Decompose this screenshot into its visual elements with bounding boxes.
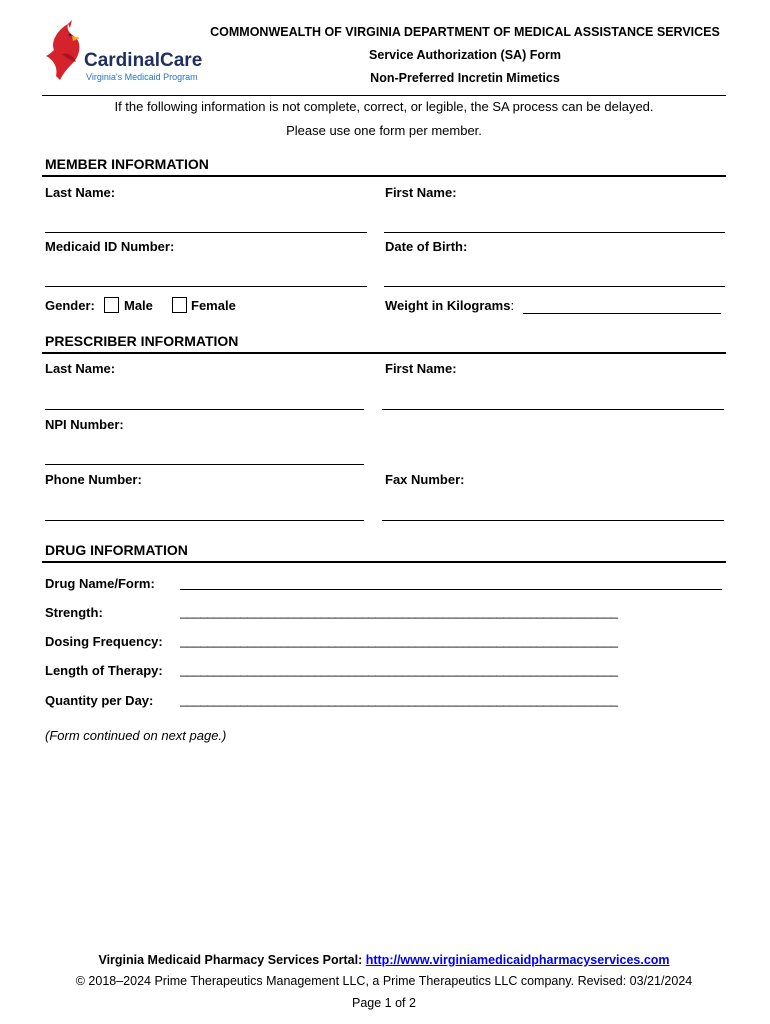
fax-number-field[interactable] (382, 520, 724, 521)
weight-label-text: Weight in Kilograms (385, 298, 511, 313)
form-continued-note: (Form continued on next page.) (45, 728, 227, 743)
phone-number-label: Phone Number: (45, 472, 142, 487)
logo-tagline: Virginia's Medicaid Program (86, 72, 198, 82)
header-agency: COMMONWEALTH OF VIRGINIA DEPARTMENT OF MEDICAL ASSISTANCE SERVICES (210, 25, 720, 39)
dosing-frequency-label: Dosing Frequency: (45, 634, 163, 649)
prescriber-last-name-field[interactable] (45, 409, 364, 410)
drug-name-field[interactable] (180, 589, 722, 590)
member-last-name-field[interactable] (45, 232, 367, 233)
prescriber-first-name-label: First Name: (385, 361, 457, 376)
member-section-title: MEMBER INFORMATION (45, 156, 209, 172)
drug-section-title: DRUG INFORMATION (45, 542, 188, 558)
header-divider (42, 95, 726, 96)
gender-female-checkbox[interactable] (172, 297, 187, 313)
gender-label: Gender: (45, 298, 95, 313)
medicaid-id-field[interactable] (45, 286, 367, 287)
portal-label: Virginia Medicaid Pharmacy Services Portal: (98, 953, 363, 967)
npi-number-field[interactable] (45, 464, 364, 465)
quantity-per-day-label: Quantity per Day: (45, 693, 154, 708)
member-first-name-label: First Name: (385, 185, 457, 200)
prescriber-last-name-label: Last Name: (45, 361, 116, 376)
weight-field[interactable] (523, 313, 721, 314)
page-number: Page 1 of 2 (352, 996, 416, 1010)
notice-line-2: Please use one form per member. (286, 123, 482, 138)
gender-male-checkbox[interactable] (104, 297, 119, 313)
prescriber-first-name-field[interactable] (382, 409, 724, 410)
date-of-birth-label: Date of Birth: (385, 239, 468, 254)
member-section-divider (42, 175, 726, 177)
dosing-frequency-field[interactable]: _________________________________________________________________ (180, 633, 618, 648)
notice-line-1: If the following information is not complete, correct, or legible, the SA process can be delayed. (114, 99, 654, 114)
quantity-per-day-field[interactable]: _________________________________________________________________ (180, 692, 618, 707)
fax-number-label: Fax Number: (385, 472, 465, 487)
gender-female-label: Female (191, 298, 236, 313)
prescriber-section-divider (42, 352, 726, 354)
header-form-subtitle: Non-Preferred Incretin Mimetics (370, 71, 560, 85)
weight-label-colon: : (510, 298, 515, 313)
member-last-name-label: Last Name: (45, 185, 116, 200)
weight-label (385, 298, 514, 313)
length-of-therapy-label: Length of Therapy: (45, 663, 163, 678)
length-of-therapy-field[interactable]: _________________________________________________________________ (180, 662, 618, 677)
header-form-title: Service Authorization (SA) Form (369, 48, 561, 62)
member-first-name-field[interactable] (384, 232, 725, 233)
footer-portal (42, 953, 726, 967)
footer-copyright: © 2018–2024 Prime Therapeutics Management LLC, a Prime Therapeutics LLC company. Revised: 03/21/2024 (75, 974, 693, 988)
npi-number-label: NPI Number: (45, 417, 124, 432)
prescriber-section-title: PRESCRIBER INFORMATION (45, 333, 239, 349)
gender-male-label: Male (124, 298, 153, 313)
strength-field[interactable]: _________________________________________________________________ (180, 604, 618, 619)
logo-brand-text: CardinalCare (84, 50, 203, 71)
drug-section-divider (42, 561, 726, 563)
portal-link[interactable]: http://www.virginiamedicaidpharmacyservices.com (365, 953, 670, 967)
strength-label: Strength: (45, 605, 103, 620)
medicaid-id-label: Medicaid ID Number: (45, 239, 175, 254)
date-of-birth-field[interactable] (384, 286, 725, 287)
drug-name-label: Drug Name/Form: (45, 576, 155, 591)
phone-number-field[interactable] (45, 520, 364, 521)
cardinal-care-logo (42, 20, 212, 90)
